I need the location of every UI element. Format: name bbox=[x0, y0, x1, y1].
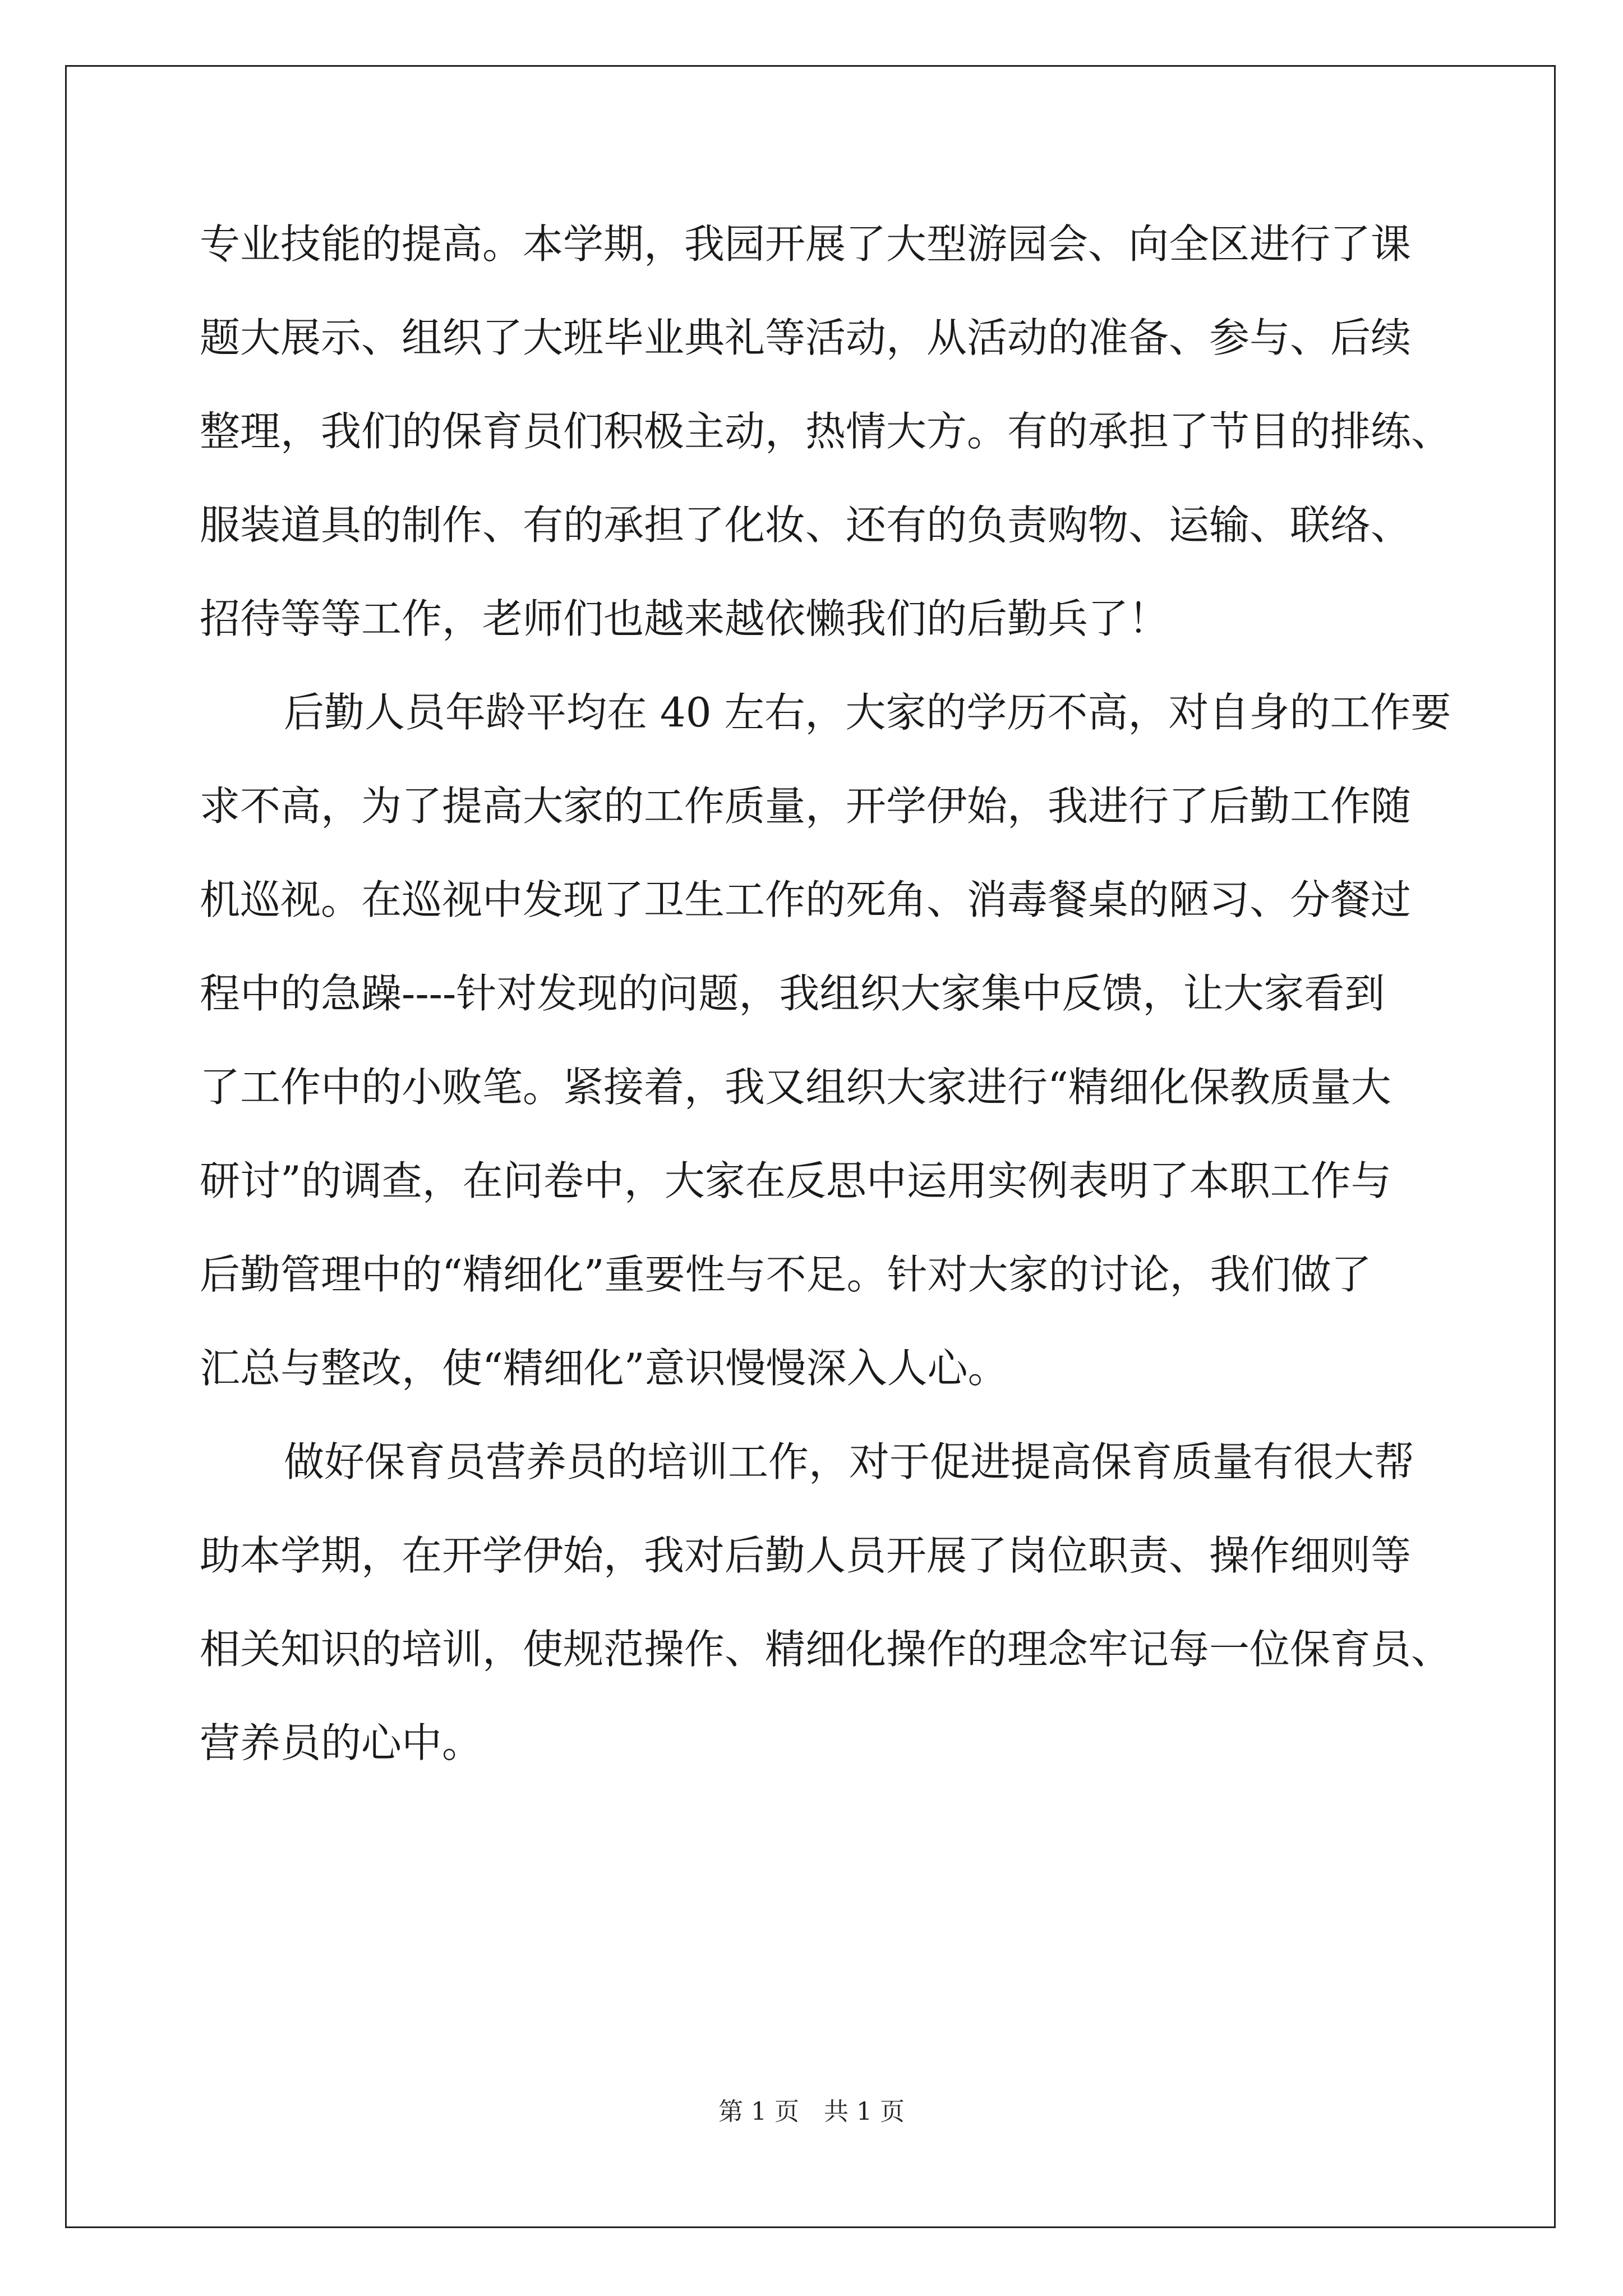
text-line: 机巡视。在巡视中发现了卫生工作的死角、消毒餐桌的陋习、分餐过 bbox=[200, 876, 1412, 923]
paragraph-first-line: 后勤人员年龄平均在 40 左右，大家的学历不高，对自身的工作要 bbox=[284, 689, 1451, 736]
text-line: 研讨”的调查，在问卷中，大家在反思中运用实例表明了本职工作与 bbox=[200, 1157, 1391, 1204]
text-line: 求不高，为了提高大家的工作质量，开学伊始，我进行了后勤工作随 bbox=[200, 783, 1412, 830]
text-line: 程中的急躁----针对发现的问题，我组织大家集中反馈，让大家看到 bbox=[200, 970, 1385, 1017]
text-line: 营养员的心中。 bbox=[200, 1719, 483, 1766]
text-line: 了工作中的小败笔。紧接着，我又组织大家进行“精细化保教质量大 bbox=[200, 1064, 1391, 1111]
page-number: 第 1 页 共 1 页 bbox=[718, 2097, 905, 2126]
text-line: 助本学期，在开学伊始，我对后勤人员开展了岗位职责、操作细则等 bbox=[200, 1532, 1412, 1579]
paragraph-first-line: 做好保育员营养员的培训工作，对于促进提高保育质量有很大帮 bbox=[284, 1438, 1415, 1485]
page-border bbox=[65, 65, 1556, 2228]
text-line: 题大展示、组织了大班毕业典礼等活动，从活动的准备、参与、后续 bbox=[200, 314, 1412, 361]
text-line: 相关知识的培训，使规范操作、精细化操作的理念牢记每一位保育员、 bbox=[200, 1626, 1452, 1673]
text-line: 招待等等工作，老师们也越来越依懒我们的后勤兵了！ bbox=[200, 595, 1169, 642]
text-line: 专业技能的提高。本学期，我园开展了大型游园会、向全区进行了课 bbox=[200, 220, 1412, 268]
text-line: 整理，我们的保育员们积极主动，热情大方。有的承担了节目的排练、 bbox=[200, 408, 1452, 455]
text-line: 汇总与整改，使“精细化”意识慢慢深入人心。 bbox=[200, 1345, 1008, 1392]
text-line: 服装道具的制作、有的承担了化妆、还有的负责购物、运输、联络、 bbox=[200, 501, 1412, 549]
text-line: 后勤管理中的“精细化”重要性与不足。针对大家的讨论，我们做了 bbox=[200, 1251, 1372, 1298]
